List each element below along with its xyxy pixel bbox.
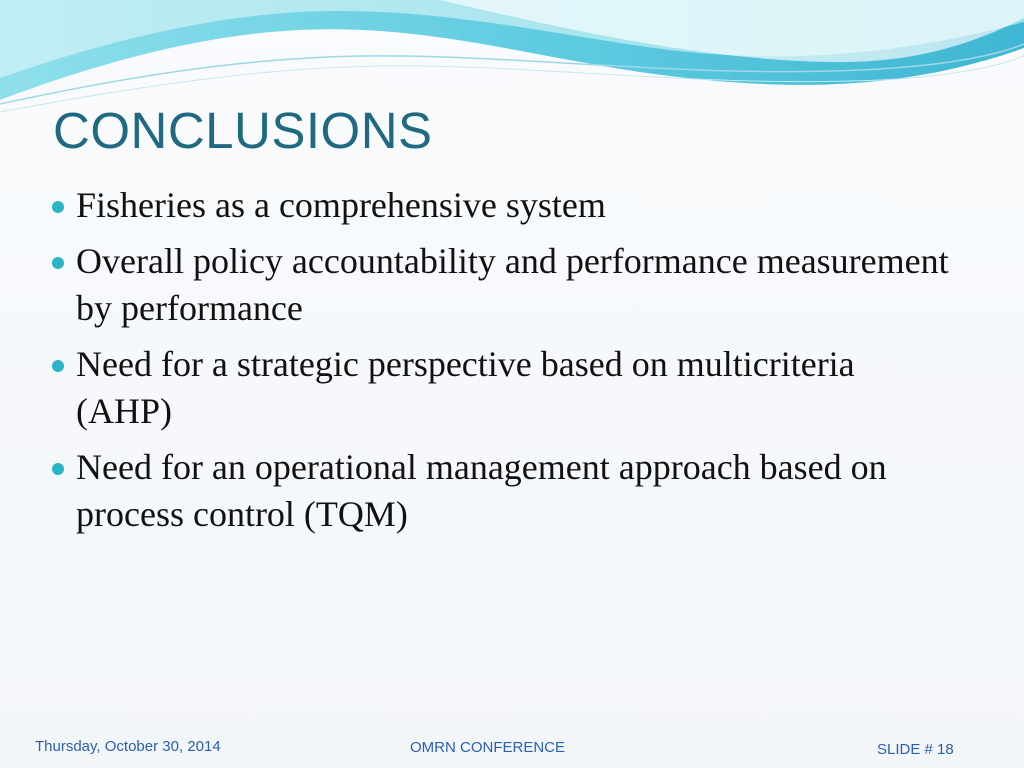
bullet-icon [52, 257, 64, 269]
bullet-icon [52, 360, 64, 372]
bullet-item [50, 182, 950, 229]
slide-title: CONCLUSIONS [53, 102, 433, 159]
bullet-text: Need for a strategic perspective based on multicriteria (AHP) [76, 344, 855, 431]
bullet-text: Fisheries as a comprehensive system [76, 185, 606, 225]
footer-conference: OMRN CONFERENCE [410, 739, 566, 756]
bullet-list [50, 182, 950, 547]
bullet-text: Overall policy accountability and performance measurement by performance [76, 241, 949, 328]
footer-slide-number: SLIDE # 18 [877, 741, 954, 758]
bullet-icon [52, 463, 64, 475]
bullet-item [50, 238, 950, 332]
bullet-icon [52, 201, 64, 213]
bullet-item [50, 444, 950, 538]
bullet-text: Need for an operational management approach based on process control (TQM) [76, 447, 887, 534]
bullet-item [50, 341, 950, 435]
footer-date: Thursday, October 30, 2014 [35, 738, 221, 755]
